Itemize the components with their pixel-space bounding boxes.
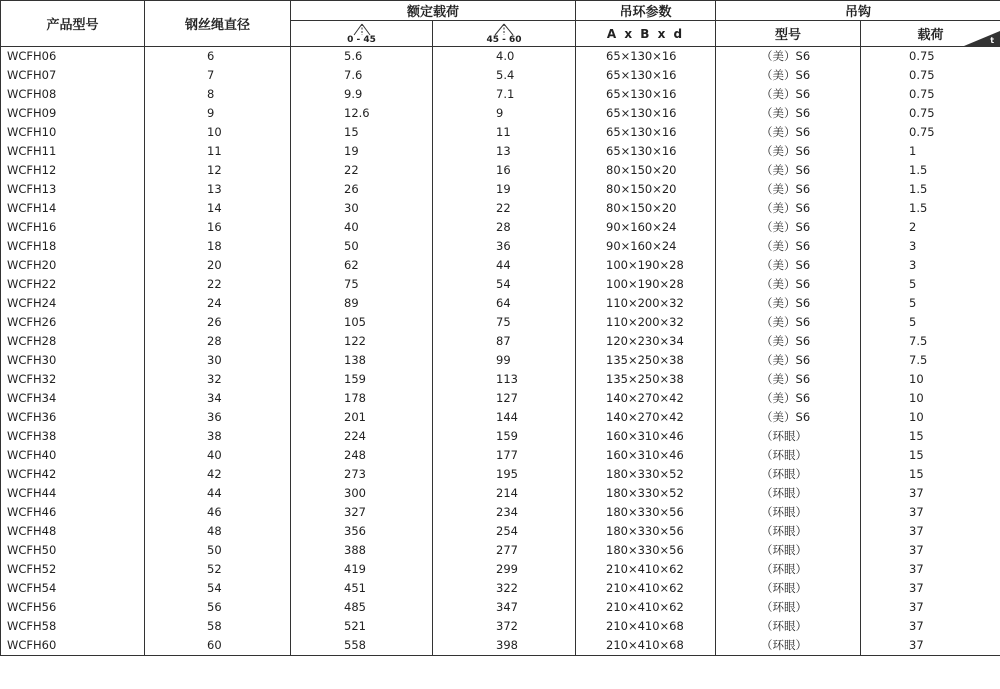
cell-hook-load: 0.75 — [861, 123, 1000, 142]
cell-ring-dims: 210×410×62 — [576, 560, 716, 579]
table-row — [1, 237, 1000, 256]
cell-load-45-60: 16 — [433, 161, 576, 180]
cell-hook-load: 0.75 — [861, 85, 1000, 104]
cell-ring-dims: 180×330×52 — [576, 484, 716, 503]
cell-hook-load: 37 — [861, 560, 1000, 579]
cell-ring-dims: 110×200×32 — [576, 294, 716, 313]
cell-ring-dims: 210×410×68 — [576, 636, 716, 656]
cell-load-0-45: 9.9 — [291, 85, 433, 104]
cell-load-45-60: 234 — [433, 503, 576, 522]
cell-hook-type: （美）S6 — [716, 389, 861, 408]
cell-hook-type: （美）S6 — [716, 66, 861, 85]
cell-rope-diameter: 30 — [145, 351, 291, 370]
cell-model: WCFH44 — [1, 484, 145, 503]
cell-load-45-60: 177 — [433, 446, 576, 465]
header-model: 产品型号 — [1, 1, 145, 47]
cell-model: WCFH09 — [1, 104, 145, 123]
cell-ring-dims: 80×150×20 — [576, 180, 716, 199]
cell-hook-load: 37 — [861, 522, 1000, 541]
cell-model: WCFH26 — [1, 313, 145, 332]
angle-range-a: 0 - 45 — [347, 35, 376, 45]
cell-load-45-60: 11 — [433, 123, 576, 142]
header-ring-params: 吊环参数 — [576, 1, 716, 21]
cell-load-0-45: 5.6 — [291, 47, 433, 67]
header-angle-0-45 — [291, 21, 433, 47]
cell-load-0-45: 521 — [291, 617, 433, 636]
cell-hook-type: （环眼） — [716, 579, 861, 598]
header-rated-load: 额定载荷 — [291, 1, 576, 21]
cell-rope-diameter: 54 — [145, 579, 291, 598]
cell-load-0-45: 62 — [291, 256, 433, 275]
cell-rope-diameter: 26 — [145, 313, 291, 332]
cell-model: WCFH08 — [1, 85, 145, 104]
table-row — [1, 66, 1000, 85]
table-body — [1, 47, 1000, 656]
table-row — [1, 560, 1000, 579]
cell-hook-type: （美）S6 — [716, 332, 861, 351]
cell-model: WCFH14 — [1, 199, 145, 218]
cell-rope-diameter: 36 — [145, 408, 291, 427]
cell-ring-dims: 65×130×16 — [576, 104, 716, 123]
cell-ring-dims: 180×330×56 — [576, 503, 716, 522]
cell-rope-diameter: 8 — [145, 85, 291, 104]
cell-rope-diameter: 28 — [145, 332, 291, 351]
cell-load-0-45: 12.6 — [291, 104, 433, 123]
cell-load-45-60: 127 — [433, 389, 576, 408]
cell-hook-type: （环眼） — [716, 484, 861, 503]
cell-model: WCFH22 — [1, 275, 145, 294]
cell-load-45-60: 195 — [433, 465, 576, 484]
cell-ring-dims: 65×130×16 — [576, 66, 716, 85]
cell-load-45-60: 4.0 — [433, 47, 576, 67]
cell-rope-diameter: 56 — [145, 598, 291, 617]
cell-model: WCFH50 — [1, 541, 145, 560]
cell-rope-diameter: 38 — [145, 427, 291, 446]
cell-load-0-45: 201 — [291, 408, 433, 427]
cell-ring-dims: 210×410×62 — [576, 598, 716, 617]
cell-hook-load: 5 — [861, 313, 1000, 332]
cell-model: WCFH32 — [1, 370, 145, 389]
cell-rope-diameter: 32 — [145, 370, 291, 389]
cell-ring-dims: 120×230×34 — [576, 332, 716, 351]
cell-hook-load: 5 — [861, 275, 1000, 294]
angle-range-b: 45 - 60 — [486, 35, 522, 45]
cell-model: WCFH06 — [1, 47, 145, 67]
cell-ring-dims: 135×250×38 — [576, 351, 716, 370]
cell-rope-diameter: 60 — [145, 636, 291, 656]
cell-hook-load: 1.5 — [861, 180, 1000, 199]
cell-hook-type: （美）S6 — [716, 123, 861, 142]
cell-model: WCFH40 — [1, 446, 145, 465]
cell-ring-dims: 65×130×16 — [576, 47, 716, 67]
table-row — [1, 142, 1000, 161]
cell-hook-type: （美）S6 — [716, 218, 861, 237]
cell-load-0-45: 50 — [291, 237, 433, 256]
cell-hook-load: 37 — [861, 484, 1000, 503]
cell-load-0-45: 356 — [291, 522, 433, 541]
header-rope-diameter: 钢丝绳直径 — [145, 1, 291, 47]
cell-model: WCFH10 — [1, 123, 145, 142]
cell-hook-load: 1.5 — [861, 199, 1000, 218]
unit-label: t — [990, 36, 995, 45]
table-row — [1, 180, 1000, 199]
cell-model: WCFH11 — [1, 142, 145, 161]
cell-hook-load: 37 — [861, 617, 1000, 636]
cell-hook-load: 10 — [861, 408, 1000, 427]
cell-load-45-60: 87 — [433, 332, 576, 351]
table-row — [1, 332, 1000, 351]
table-row — [1, 446, 1000, 465]
cell-hook-type: （环眼） — [716, 427, 861, 446]
cell-hook-load: 1 — [861, 142, 1000, 161]
cell-load-0-45: 7.6 — [291, 66, 433, 85]
table-row — [1, 104, 1000, 123]
cell-rope-diameter: 9 — [145, 104, 291, 123]
cell-load-0-45: 485 — [291, 598, 433, 617]
cell-ring-dims: 210×410×62 — [576, 579, 716, 598]
cell-hook-type: （美）S6 — [716, 47, 861, 67]
cell-model: WCFH60 — [1, 636, 145, 656]
cell-load-0-45: 75 — [291, 275, 433, 294]
cell-hook-load: 10 — [861, 389, 1000, 408]
cell-load-0-45: 159 — [291, 370, 433, 389]
cell-model: WCFH12 — [1, 161, 145, 180]
header-hook: 吊钩 — [716, 1, 1000, 21]
header-hook-type: 型号 — [716, 21, 861, 47]
cell-hook-load: 10 — [861, 370, 1000, 389]
cell-hook-type: （环眼） — [716, 522, 861, 541]
cell-load-45-60: 254 — [433, 522, 576, 541]
cell-load-45-60: 28 — [433, 218, 576, 237]
cell-load-45-60: 75 — [433, 313, 576, 332]
cell-hook-type: （环眼） — [716, 541, 861, 560]
cell-model: WCFH13 — [1, 180, 145, 199]
cell-ring-dims: 140×270×42 — [576, 389, 716, 408]
cell-hook-load: 3 — [861, 237, 1000, 256]
cell-ring-dims: 180×330×52 — [576, 465, 716, 484]
cell-load-0-45: 22 — [291, 161, 433, 180]
table-row — [1, 541, 1000, 560]
hook-load-label: 载荷 — [917, 28, 944, 43]
header-angle-45-60 — [433, 21, 576, 47]
cell-model: WCFH30 — [1, 351, 145, 370]
cell-rope-diameter: 11 — [145, 142, 291, 161]
cell-rope-diameter: 42 — [145, 465, 291, 484]
cell-load-0-45: 105 — [291, 313, 433, 332]
table-header — [1, 1, 1000, 47]
cell-load-0-45: 178 — [291, 389, 433, 408]
cell-rope-diameter: 46 — [145, 503, 291, 522]
table-row — [1, 522, 1000, 541]
cell-load-45-60: 398 — [433, 636, 576, 656]
cell-rope-diameter: 22 — [145, 275, 291, 294]
cell-hook-load: 37 — [861, 541, 1000, 560]
cell-rope-diameter: 20 — [145, 256, 291, 275]
cell-load-45-60: 113 — [433, 370, 576, 389]
cell-rope-diameter: 12 — [145, 161, 291, 180]
cell-load-45-60: 5.4 — [433, 66, 576, 85]
table-row — [1, 370, 1000, 389]
table-row — [1, 484, 1000, 503]
cell-rope-diameter: 18 — [145, 237, 291, 256]
cell-rope-diameter: 16 — [145, 218, 291, 237]
cell-load-0-45: 26 — [291, 180, 433, 199]
cell-load-0-45: 40 — [291, 218, 433, 237]
cell-rope-diameter: 58 — [145, 617, 291, 636]
cell-hook-type: （美）S6 — [716, 85, 861, 104]
cell-load-45-60: 277 — [433, 541, 576, 560]
cell-ring-dims: 160×310×46 — [576, 446, 716, 465]
cell-load-0-45: 273 — [291, 465, 433, 484]
cell-hook-load: 0.75 — [861, 47, 1000, 67]
cell-hook-type: （美）S6 — [716, 370, 861, 389]
cell-hook-load: 1.5 — [861, 161, 1000, 180]
cell-model: WCFH16 — [1, 218, 145, 237]
cell-model: WCFH24 — [1, 294, 145, 313]
table-row — [1, 617, 1000, 636]
cell-load-45-60: 144 — [433, 408, 576, 427]
cell-model: WCFH58 — [1, 617, 145, 636]
cell-load-45-60: 9 — [433, 104, 576, 123]
cell-ring-dims: 80×150×20 — [576, 161, 716, 180]
cell-hook-type: （美）S6 — [716, 275, 861, 294]
cell-model: WCFH48 — [1, 522, 145, 541]
table-row — [1, 313, 1000, 332]
cell-hook-load: 15 — [861, 427, 1000, 446]
cell-load-0-45: 558 — [291, 636, 433, 656]
cell-hook-type: （环眼） — [716, 598, 861, 617]
cell-ring-dims: 90×160×24 — [576, 218, 716, 237]
cell-rope-diameter: 6 — [145, 47, 291, 67]
cell-ring-dims: 65×130×16 — [576, 85, 716, 104]
cell-hook-load: 0.75 — [861, 66, 1000, 85]
cell-rope-diameter: 52 — [145, 560, 291, 579]
cell-load-45-60: 22 — [433, 199, 576, 218]
cell-model: WCFH20 — [1, 256, 145, 275]
cell-load-45-60: 159 — [433, 427, 576, 446]
cell-hook-type: （环眼） — [716, 560, 861, 579]
cell-ring-dims: 135×250×38 — [576, 370, 716, 389]
cell-model: WCFH07 — [1, 66, 145, 85]
cell-load-45-60: 372 — [433, 617, 576, 636]
cell-rope-diameter: 24 — [145, 294, 291, 313]
cell-ring-dims: 80×150×20 — [576, 199, 716, 218]
header-hook-load — [861, 21, 1000, 47]
cell-load-45-60: 7.1 — [433, 85, 576, 104]
cell-load-45-60: 19 — [433, 180, 576, 199]
cell-hook-type: （美）S6 — [716, 104, 861, 123]
cell-load-0-45: 419 — [291, 560, 433, 579]
cell-load-0-45: 224 — [291, 427, 433, 446]
table-row — [1, 275, 1000, 294]
header-ring-dims: A x B x d — [576, 21, 716, 47]
cell-load-45-60: 54 — [433, 275, 576, 294]
cell-hook-type: （环眼） — [716, 503, 861, 522]
cell-rope-diameter: 48 — [145, 522, 291, 541]
cell-model: WCFH18 — [1, 237, 145, 256]
cell-ring-dims: 110×200×32 — [576, 313, 716, 332]
table-row — [1, 123, 1000, 142]
cell-load-0-45: 388 — [291, 541, 433, 560]
cell-rope-diameter: 10 — [145, 123, 291, 142]
cell-hook-load: 0.75 — [861, 104, 1000, 123]
cell-hook-type: （美）S6 — [716, 237, 861, 256]
cell-model: WCFH28 — [1, 332, 145, 351]
table-row — [1, 636, 1000, 656]
cell-load-45-60: 347 — [433, 598, 576, 617]
cell-load-45-60: 64 — [433, 294, 576, 313]
table-row — [1, 427, 1000, 446]
cell-hook-load: 37 — [861, 636, 1000, 656]
table-row — [1, 503, 1000, 522]
cell-hook-load: 5 — [861, 294, 1000, 313]
cell-ring-dims: 180×330×56 — [576, 522, 716, 541]
cell-hook-load: 15 — [861, 446, 1000, 465]
cell-load-0-45: 19 — [291, 142, 433, 161]
cell-rope-diameter: 44 — [145, 484, 291, 503]
cell-hook-load: 3 — [861, 256, 1000, 275]
cell-hook-load: 37 — [861, 503, 1000, 522]
table-row — [1, 579, 1000, 598]
table-row — [1, 85, 1000, 104]
cell-ring-dims: 160×310×46 — [576, 427, 716, 446]
cell-hook-type: （美）S6 — [716, 408, 861, 427]
cell-rope-diameter: 13 — [145, 180, 291, 199]
cell-hook-type: （美）S6 — [716, 256, 861, 275]
cell-hook-type: （环眼） — [716, 636, 861, 656]
table-row — [1, 161, 1000, 180]
cell-hook-load: 37 — [861, 598, 1000, 617]
cell-load-45-60: 13 — [433, 142, 576, 161]
cell-load-0-45: 300 — [291, 484, 433, 503]
cell-load-45-60: 214 — [433, 484, 576, 503]
cell-hook-type: （环眼） — [716, 617, 861, 636]
cell-rope-diameter: 50 — [145, 541, 291, 560]
cell-hook-type: （美）S6 — [716, 142, 861, 161]
cell-hook-load: 37 — [861, 579, 1000, 598]
cell-load-0-45: 327 — [291, 503, 433, 522]
cell-ring-dims: 90×160×24 — [576, 237, 716, 256]
cell-ring-dims: 65×130×16 — [576, 123, 716, 142]
cell-model: WCFH56 — [1, 598, 145, 617]
cell-hook-load: 15 — [861, 465, 1000, 484]
cell-hook-type: （美）S6 — [716, 313, 861, 332]
cell-load-0-45: 15 — [291, 123, 433, 142]
cell-model: WCFH42 — [1, 465, 145, 484]
cell-ring-dims: 140×270×42 — [576, 408, 716, 427]
cell-rope-diameter: 7 — [145, 66, 291, 85]
cell-model: WCFH34 — [1, 389, 145, 408]
cell-model: WCFH54 — [1, 579, 145, 598]
cell-ring-dims: 210×410×68 — [576, 617, 716, 636]
cell-hook-load: 2 — [861, 218, 1000, 237]
cell-rope-diameter: 40 — [145, 446, 291, 465]
table-row — [1, 408, 1000, 427]
cell-rope-diameter: 34 — [145, 389, 291, 408]
cell-model: WCFH38 — [1, 427, 145, 446]
cell-load-0-45: 138 — [291, 351, 433, 370]
unit-badge-icon — [964, 31, 1000, 46]
table-row — [1, 465, 1000, 484]
table-row — [1, 598, 1000, 617]
table-row — [1, 351, 1000, 370]
cell-hook-load: 7.5 — [861, 351, 1000, 370]
cell-load-0-45: 30 — [291, 199, 433, 218]
cell-ring-dims: 65×130×16 — [576, 142, 716, 161]
table-row — [1, 389, 1000, 408]
cell-hook-type: （美）S6 — [716, 294, 861, 313]
cell-load-45-60: 99 — [433, 351, 576, 370]
cell-load-0-45: 89 — [291, 294, 433, 313]
cell-hook-type: （美）S6 — [716, 199, 861, 218]
cell-ring-dims: 100×190×28 — [576, 275, 716, 294]
cell-hook-load: 7.5 — [861, 332, 1000, 351]
cell-load-0-45: 248 — [291, 446, 433, 465]
cell-load-45-60: 36 — [433, 237, 576, 256]
cell-ring-dims: 180×330×56 — [576, 541, 716, 560]
table-row — [1, 47, 1000, 67]
cell-load-45-60: 299 — [433, 560, 576, 579]
cell-model: WCFH52 — [1, 560, 145, 579]
cell-load-45-60: 322 — [433, 579, 576, 598]
table-row — [1, 218, 1000, 237]
cell-hook-type: （环眼） — [716, 446, 861, 465]
cell-ring-dims: 100×190×28 — [576, 256, 716, 275]
table-row — [1, 256, 1000, 275]
cell-rope-diameter: 14 — [145, 199, 291, 218]
cell-load-0-45: 451 — [291, 579, 433, 598]
cell-load-0-45: 122 — [291, 332, 433, 351]
cell-model: WCFH46 — [1, 503, 145, 522]
cell-hook-type: （美）S6 — [716, 351, 861, 370]
table-row — [1, 199, 1000, 218]
cell-hook-type: （美）S6 — [716, 161, 861, 180]
cell-hook-type: （环眼） — [716, 465, 861, 484]
cell-hook-type: （美）S6 — [716, 180, 861, 199]
table-row — [1, 294, 1000, 313]
cell-load-45-60: 44 — [433, 256, 576, 275]
cell-model: WCFH36 — [1, 408, 145, 427]
